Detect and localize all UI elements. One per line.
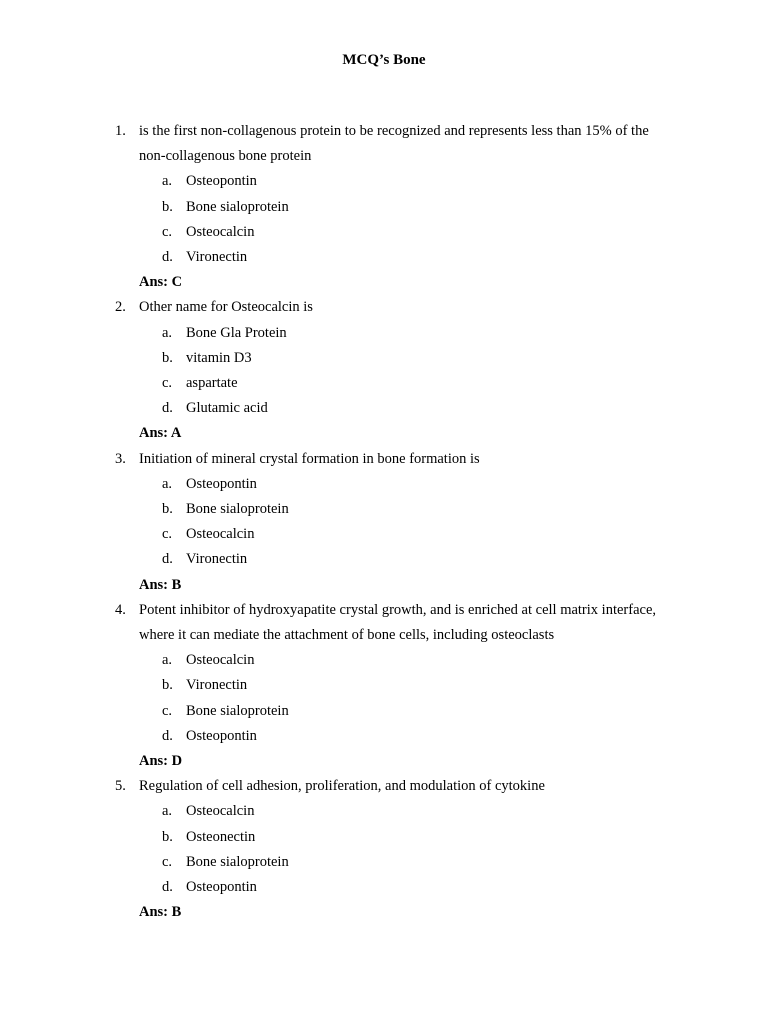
answer-option <box>139 245 668 270</box>
question-item <box>0 598 768 774</box>
option-text: Osteopontin <box>186 475 257 492</box>
answer-key: Ans: D <box>139 753 183 770</box>
question-text: Regulation of cell adhesion, proliferation, and modulation of cytokine <box>139 778 545 795</box>
option-letter: b. <box>162 501 173 518</box>
answer-key: Ans: B <box>139 576 182 593</box>
answer-option <box>139 799 668 824</box>
option-letter: a. <box>162 803 173 820</box>
question-text: Initiation of mineral crystal formation in bone formation is <box>139 450 480 467</box>
option-text: Bone Gla Protein <box>186 324 287 341</box>
answer-option <box>139 396 668 421</box>
question-item <box>0 774 768 925</box>
option-letter: b. <box>162 198 173 215</box>
answer-option <box>139 673 668 698</box>
answer-option <box>139 724 668 749</box>
question-number: 3. <box>115 450 126 467</box>
option-letter: d. <box>162 551 173 568</box>
option-letter: d. <box>162 400 173 417</box>
option-list <box>139 799 668 900</box>
option-letter: c. <box>162 853 173 870</box>
answer-key: Ans: B <box>139 904 182 921</box>
option-text: Osteonectin <box>186 828 256 845</box>
option-letter: a. <box>162 475 173 492</box>
document-title: MCQ’s Bone <box>342 52 426 68</box>
answer-option <box>139 825 668 850</box>
option-text: Bone sialoprotein <box>186 853 289 870</box>
option-letter: d. <box>162 727 173 744</box>
option-letter: c. <box>162 526 173 543</box>
option-text: Glutamic acid <box>186 400 268 417</box>
answer-option <box>139 472 668 497</box>
option-text: Osteopontin <box>186 879 257 896</box>
answer-option <box>139 195 668 220</box>
answer-key: Ans: A <box>139 425 182 442</box>
option-list <box>139 648 668 749</box>
option-letter: b. <box>162 677 173 694</box>
answer-option <box>139 169 668 194</box>
option-letter: d. <box>162 249 173 266</box>
option-text: Bone sialoprotein <box>186 501 289 518</box>
question-item <box>0 119 768 295</box>
option-text: aspartate <box>186 375 238 392</box>
option-text: Vironectin <box>186 249 248 266</box>
option-text: Bone sialoprotein <box>186 702 289 719</box>
question-item <box>0 295 768 446</box>
option-list <box>139 321 668 422</box>
answer-option <box>139 699 668 724</box>
option-text: Osteocalcin <box>186 223 255 240</box>
answer-option <box>139 321 668 346</box>
answer-option <box>139 875 668 900</box>
question-number: 2. <box>115 299 126 316</box>
answer-option <box>139 371 668 396</box>
option-text: Osteocalcin <box>186 526 255 543</box>
question-number: 5. <box>115 778 126 795</box>
question-text: is the first non-collagenous protein to be recognized and represents less than 15% of the non-collagenous bone protein <box>139 123 649 165</box>
option-list <box>139 472 668 573</box>
question-item <box>0 447 768 598</box>
option-text: Osteopontin <box>186 727 257 744</box>
answer-option <box>139 547 668 572</box>
option-text: vitamin D3 <box>186 349 252 366</box>
question-text: Potent inhibitor of hydroxyapatite crystal growth, and is enriched at cell matrix interface, where it can mediate the attachment of bone cells, including osteoclasts <box>139 601 657 644</box>
answer-option <box>139 497 668 522</box>
option-letter: a. <box>162 652 173 669</box>
answer-option <box>139 346 668 371</box>
option-letter: b. <box>162 349 173 366</box>
option-letter: c. <box>162 223 173 240</box>
question-number: 1. <box>115 123 126 139</box>
question-list <box>0 119 768 926</box>
answer-option <box>139 648 668 673</box>
answer-option <box>139 220 668 245</box>
answer-option <box>139 522 668 547</box>
answer-key: Ans: C <box>139 274 183 291</box>
option-letter: c. <box>162 702 173 719</box>
option-letter: d. <box>162 879 173 896</box>
question-number: 4. <box>115 601 126 618</box>
option-text: Osteocalcin <box>186 652 255 669</box>
option-text: Vironectin <box>186 677 248 694</box>
option-text: Osteopontin <box>186 173 257 190</box>
option-list <box>139 169 668 270</box>
option-text: Osteocalcin <box>186 803 255 820</box>
option-letter: b. <box>162 828 173 845</box>
option-letter: a. <box>162 173 173 190</box>
option-text: Bone sialoprotein <box>186 198 289 215</box>
option-text: Vironectin <box>186 551 248 568</box>
option-letter: a. <box>162 324 173 341</box>
answer-option <box>139 850 668 875</box>
question-text: Other name for Osteocalcin is <box>139 299 313 316</box>
option-letter: c. <box>162 375 173 392</box>
